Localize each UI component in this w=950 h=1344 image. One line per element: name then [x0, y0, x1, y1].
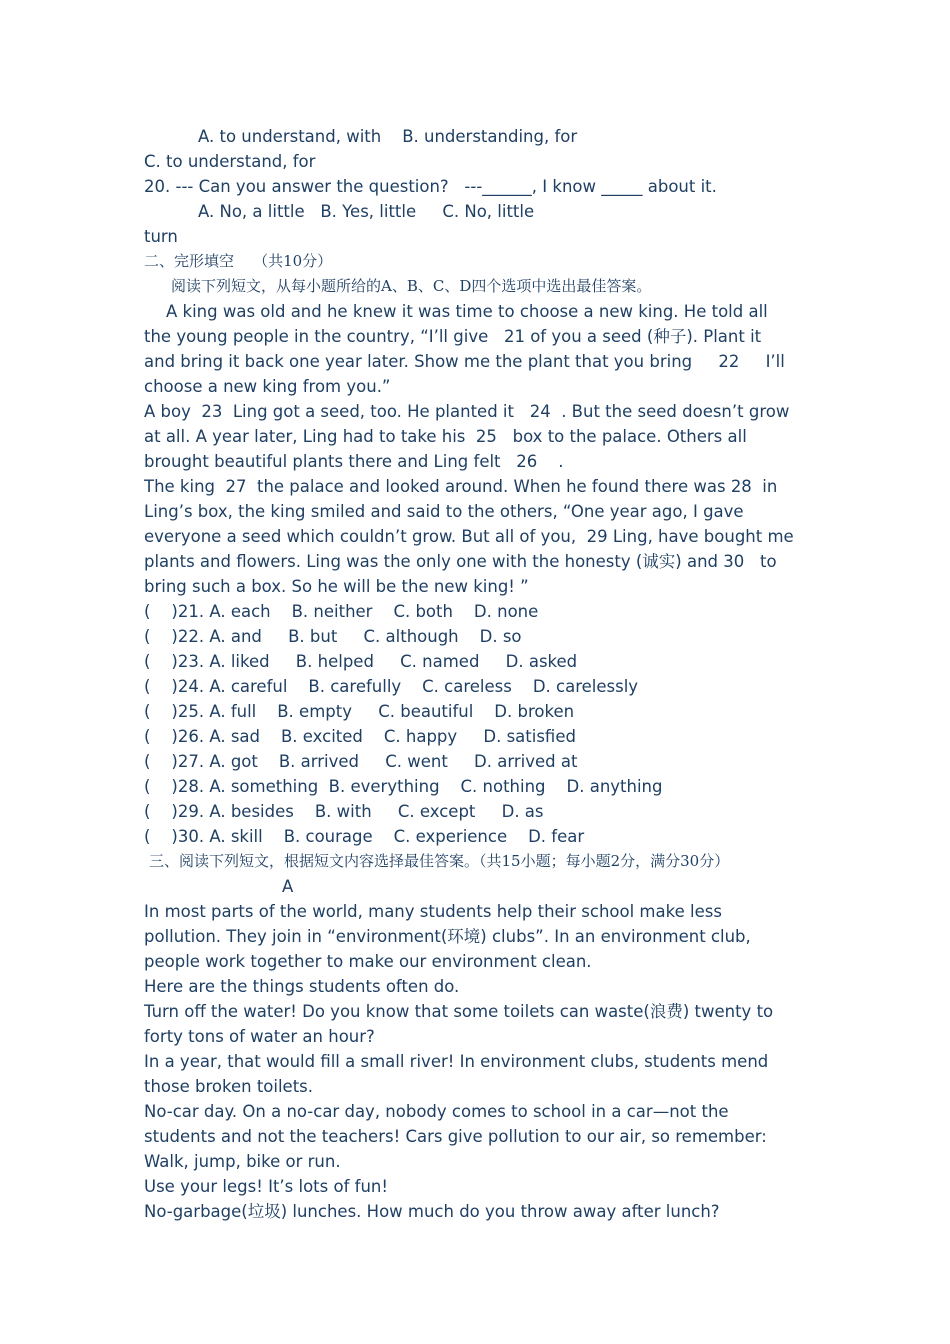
- cloze-passage-line: plants and flowers. Ling was the only one with the honesty (诚实) and 30 to: [144, 552, 777, 571]
- cloze-passage-line: The king 27 the palace and looked around. When he found there was 28 in: [144, 477, 778, 496]
- reading-passage-line: Here are the things students often do.: [144, 977, 460, 996]
- question-23: ( )23. A. liked B. helped C. named D. asked: [144, 652, 578, 671]
- question-21: ( )21. A. each B. neither C. both D. none: [144, 602, 539, 621]
- question-26: ( )26. A. sad B. excited C. happy D. satisfied: [144, 727, 576, 746]
- reading-passage-line: No-garbage(垃圾) lunches. How much do you throw away after lunch?: [144, 1202, 720, 1221]
- question-24: ( )24. A. careful B. carefully C. careless D. carelessly: [144, 677, 639, 696]
- reading-passage-line: pollution. They join in “environment(环境) clubs”. In an environment club,: [144, 927, 751, 946]
- cloze-passage-line: bring such a box. So he will be the new king! ”: [144, 577, 529, 596]
- question-27: ( )27. A. got B. arrived C. went D. arrived at: [144, 752, 578, 771]
- q20-options: A. No, a little B. Yes, little C. No, little: [198, 202, 535, 221]
- question-30: ( )30. A. skill B. courage C. experience D. fear: [144, 827, 585, 846]
- q19-options-ab: A. to understand, with B. understanding, for: [198, 127, 578, 146]
- question-25: ( )25. A. full B. empty C. beautiful D. broken: [144, 702, 575, 721]
- reading-passage-line: In a year, that would fill a small river! In environment clubs, students mend: [144, 1052, 769, 1071]
- reading-passage-line: Walk, jump, bike or run.: [144, 1152, 341, 1171]
- cloze-passage-line: brought beautiful plants there and Ling felt 26 .: [144, 452, 564, 471]
- cloze-passage-line: A boy 23 Ling got a seed, too. He planted it 24 . But the seed doesn’t grow: [144, 402, 790, 421]
- reading-passage-line: people work together to make our environment clean.: [144, 952, 592, 971]
- cloze-passage-line: the young people in the country, “I’ll give 21 of you a seed (种子). Plant it: [144, 327, 762, 346]
- cloze-passage-line: choose a new king from you.”: [144, 377, 391, 396]
- reading-passage-line: forty tons of water an hour?: [144, 1027, 375, 1046]
- cloze-passage-line: and bring it back one year later. Show me the plant that you bring 22 I’ll: [144, 352, 785, 371]
- section2-heading: 二、完形填空 （共10分）: [144, 252, 333, 270]
- cloze-passage-line: everyone a seed which couldn’t grow. But all of you, 29 Ling, have bought me: [144, 527, 794, 546]
- reading-passage-line: Use your legs! It’s lots of fun!: [144, 1177, 388, 1196]
- cloze-passage-line: A king was old and he knew it was time to choose a new king. He told all: [166, 302, 768, 321]
- q20-question: 20. --- Can you answer the question? ---______, I know _____ about it.: [144, 177, 717, 196]
- cloze-passage-line: at all. A year later, Ling had to take his 25 box to the palace. Others all: [144, 427, 747, 446]
- passage-a-label: A: [282, 877, 294, 896]
- q19-option-c: C. to understand, for: [144, 152, 316, 171]
- section3-heading: 三、阅读下列短文，根据短文内容选择最佳答案。（共15小题；每小题2分，满分30分）: [149, 852, 730, 870]
- question-28: ( )28. A. something B. everything C. nothing D. anything: [144, 777, 663, 796]
- reading-passage-line: students and not the teachers! Cars give pollution to our air, so remember:: [144, 1127, 767, 1146]
- reading-passage-line: In most parts of the world, many students help their school make less: [144, 902, 722, 921]
- q20-trailing-text: turn: [144, 227, 178, 246]
- reading-passage-line: Turn off the water! Do you know that some toilets can waste(浪费) twenty to: [144, 1002, 774, 1021]
- question-22: ( )22. A. and B. but C. although D. so: [144, 627, 522, 646]
- reading-passage-line: those broken toilets.: [144, 1077, 314, 1096]
- section2-instruction: 阅读下列短文，从每小题所给的A、B、C、D四个选项中选出最佳答案。: [171, 277, 652, 295]
- question-29: ( )29. A. besides B. with C. except D. as: [144, 802, 544, 821]
- reading-passage-line: No-car day. On a no-car day, nobody comes to school in a car—not the: [144, 1102, 729, 1121]
- cloze-passage-line: Ling’s box, the king smiled and said to the others, “One year ago, I gave: [144, 502, 744, 521]
